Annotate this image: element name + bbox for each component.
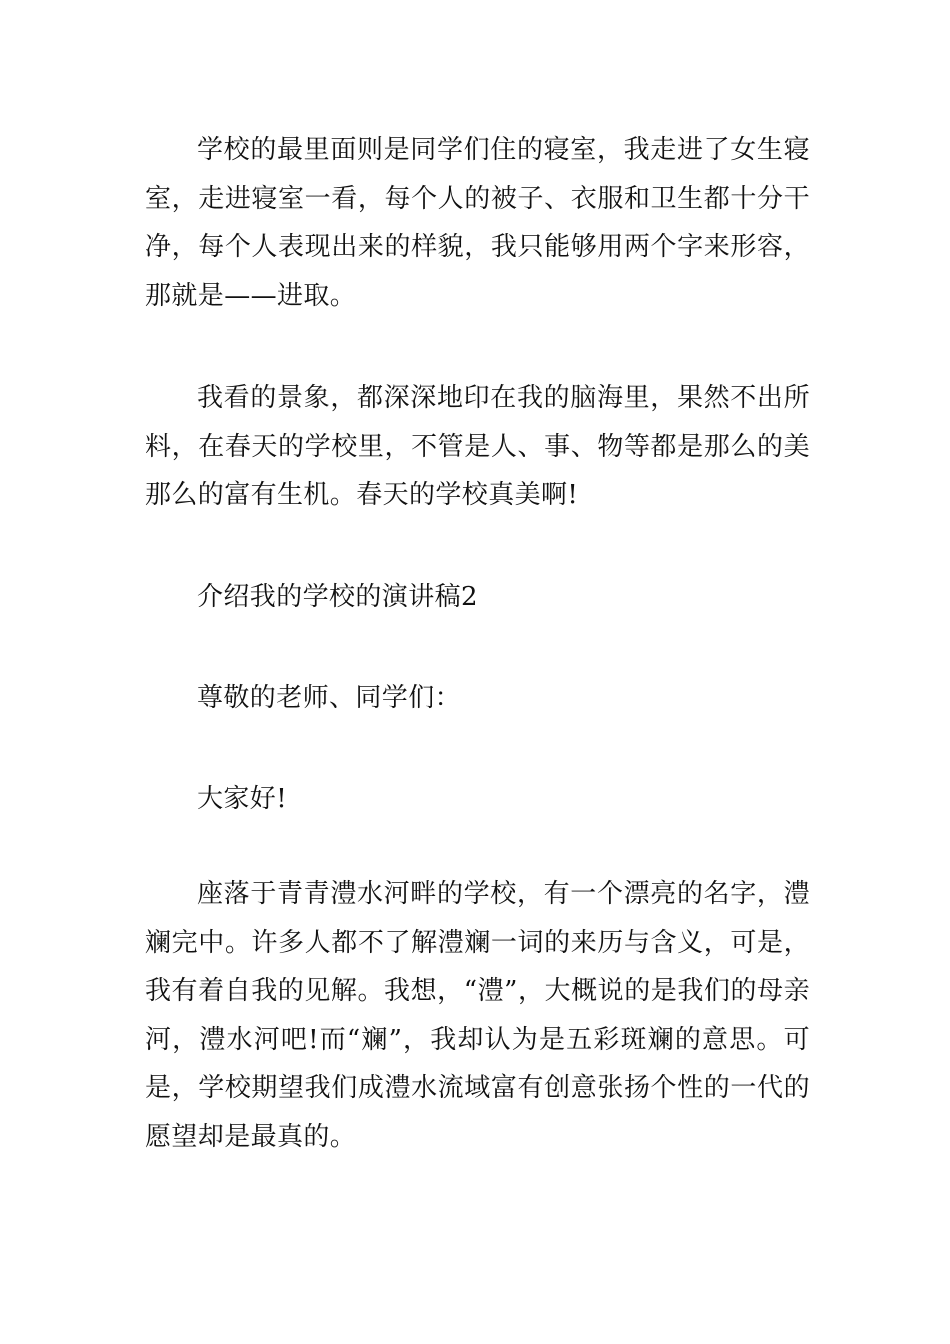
- paragraph-dormitory: 学校的最里面则是同学们住的寝室，我走进了女生寝室，走进寝室一看，每个人的被子、衣服和卫生都十分干净，每个人表现出来的样貌，我只能够用两个字来形容，那就是——进取。: [145, 135, 810, 311]
- salutation: 尊敬的老师、同学们：: [197, 683, 462, 713]
- paragraph-school-scene: 我看的景象，都深深地印在我的脑海里，果然不出所料，在春天的学校里，不管是人、事、物等都是那么的美那么的富有生机。春天的学校真美啊!: [145, 383, 810, 510]
- greeting: 大家好!: [197, 784, 288, 814]
- section-title: 介绍我的学校的演讲稿2: [197, 582, 478, 612]
- paragraph-school-name: 座落于青青澧水河畔的学校，有一个漂亮的名字，澧斓完中。许多人都不了解澧斓一词的来历与含义，可是，我有着自我的见解。我想，“澧”，大概说的是我们的母亲河，澧水河吧!而“斓”，我却认为是五彩斑斓的意思。可是，学校期望我们成澧水流域富有创意张扬个性的一代的愿望却是最真的。: [145, 879, 810, 1152]
